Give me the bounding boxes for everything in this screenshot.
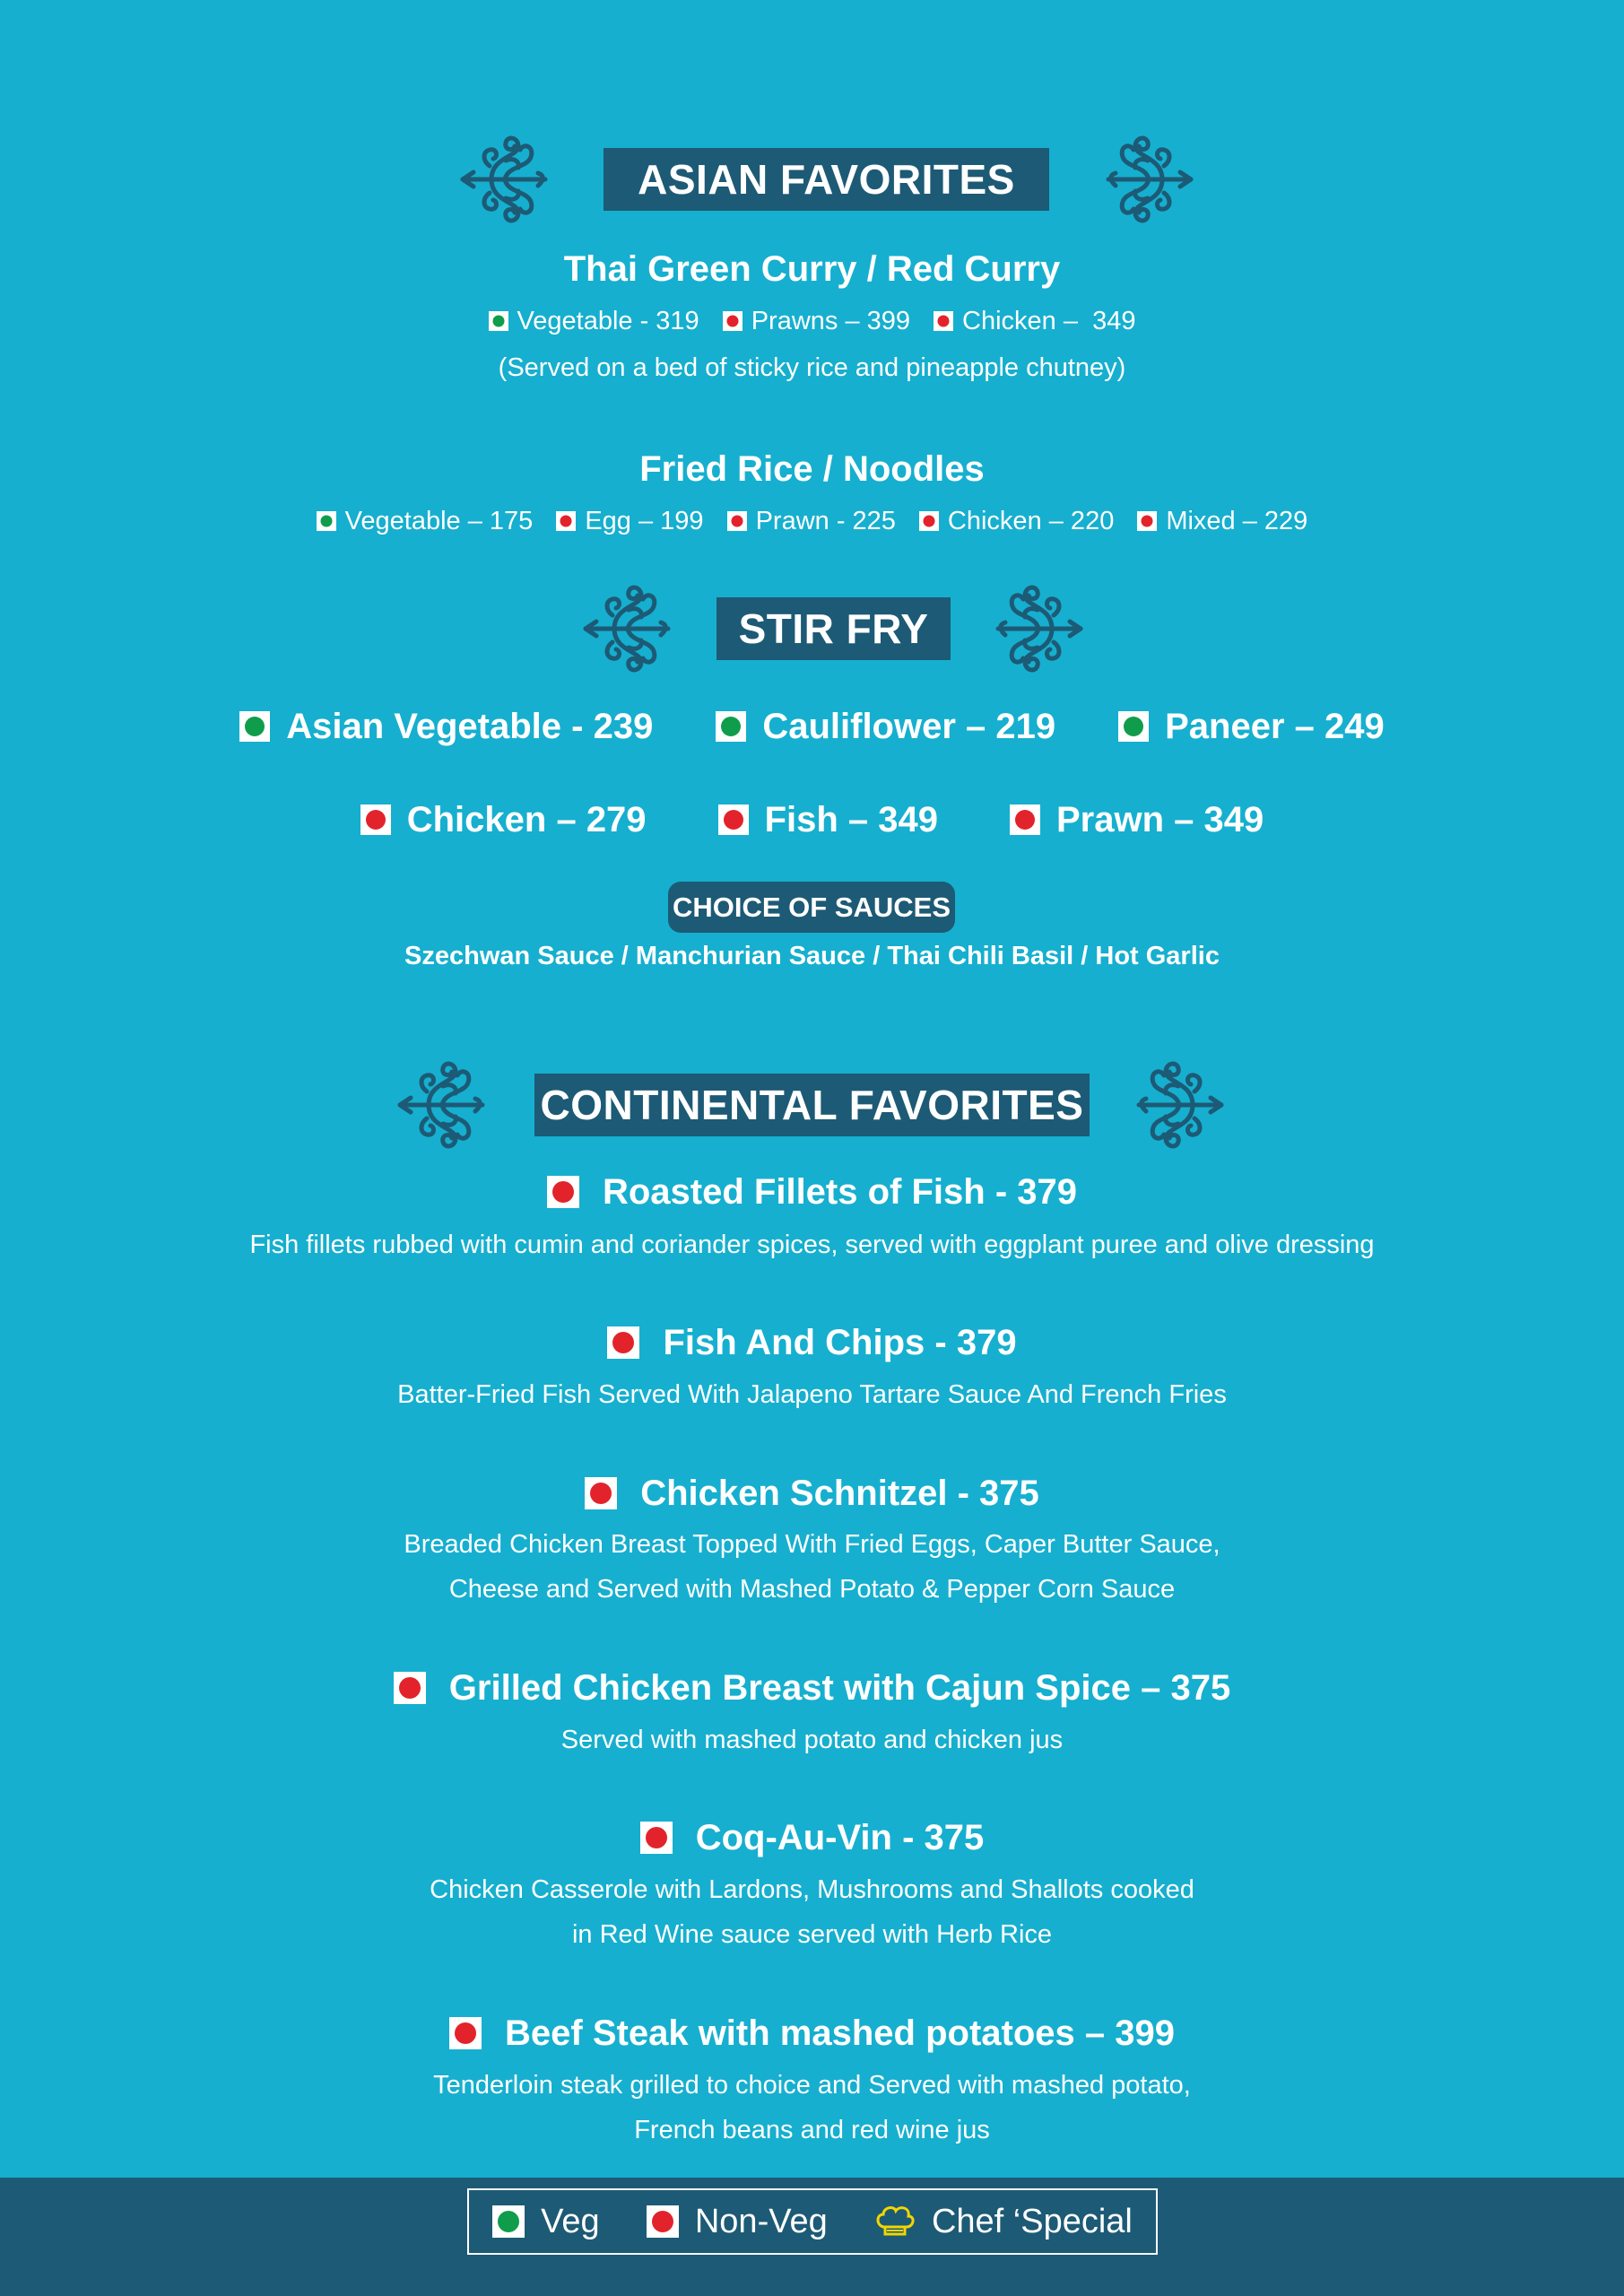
continental-item-desc: Breaded Chicken Breast Topped With Fried Eggs, Caper Butter Sauce,: [404, 1529, 1220, 1559]
section-title-stir-fry: STIR FRY: [716, 597, 951, 660]
stir-fry-item: Prawn – 349: [1010, 800, 1264, 840]
legend-nonveg: Non-Veg: [647, 2203, 828, 2241]
continental-item-desc: Fish fillets rubbed with cumin and coriander spices, served with eggplant puree and olive dressing: [249, 1230, 1375, 1259]
continental-item-desc: Tenderloin steak grilled to choice and Served with mashed potato,: [433, 2070, 1191, 2100]
stir-fry-nonveg-row: [0, 793, 1624, 847]
asian-favorites-header: [0, 130, 1624, 229]
sauce-list: Szechwan Sauce / Manchurian Sauce / Thai Chili Basil / Hot Garlic: [404, 941, 1220, 970]
continental-item-title: Beef Steak with mashed potatoes – 399: [0, 2007, 1624, 2059]
stir-fry-item: Chicken – 279: [360, 800, 647, 840]
veg-mark-icon: [239, 711, 270, 742]
veg-mark-icon: [716, 711, 746, 742]
stir-fry-item: Cauliflower – 219: [716, 707, 1055, 747]
option-rice-egg: Egg – 199: [556, 507, 703, 536]
continental-item-title: Fish And Chips - 379: [0, 1317, 1624, 1369]
stir-fry-item: Asian Vegetable - 239: [239, 707, 653, 747]
curry-options: [0, 303, 1624, 339]
section-title-continental: CONTINENTAL FAVORITES: [534, 1074, 1090, 1136]
continental-item-desc: Cheese and Served with Mashed Potato & Pepper Corn Sauce: [448, 1574, 1176, 1604]
continental-item-desc: Served with mashed potato and chicken jus: [560, 1725, 1064, 1754]
nonveg-mark-icon: [556, 511, 576, 531]
continental-favorites-header: [0, 1056, 1624, 1154]
continental-item-title: Grilled Chicken Breast with Cajun Spice – 375: [0, 1662, 1624, 1714]
veg-mark-icon: [1118, 711, 1149, 742]
nonveg-mark-icon: [1137, 511, 1157, 531]
scroll-ornament-left-icon: [578, 579, 675, 678]
rice-options: [0, 503, 1624, 539]
continental-item-title: Coq-Au-Vin - 375: [0, 1812, 1624, 1864]
scroll-ornament-left-icon: [456, 130, 552, 229]
stir-fry-header: [0, 579, 1624, 678]
legend-veg: Veg: [492, 2203, 600, 2241]
nonveg-mark-icon: [547, 1176, 579, 1208]
nonveg-mark-icon: [360, 804, 391, 835]
continental-item-desc: French beans and red wine jus: [634, 2115, 990, 2144]
nonveg-mark-icon: [640, 1822, 673, 1854]
chef-hat-icon: [874, 2204, 916, 2239]
nonveg-mark-icon: [919, 511, 939, 531]
option-curry-veg: Vegetable - 319: [489, 307, 699, 336]
nonveg-mark-icon: [647, 2205, 679, 2238]
curry-note: (Served on a bed of sticky rice and pineapple chutney): [498, 352, 1126, 382]
nonveg-mark-icon: [934, 311, 953, 331]
scroll-ornament-left-icon: [393, 1056, 490, 1154]
veg-mark-icon: [317, 511, 336, 531]
nonveg-mark-icon: [723, 311, 743, 331]
option-rice-mixed: Mixed – 229: [1137, 507, 1307, 536]
option-curry-chicken: Chicken – 349: [934, 307, 1135, 336]
legend-footer: [0, 2178, 1624, 2296]
nonveg-mark-icon: [394, 1672, 426, 1704]
choice-of-sauces-label: CHOICE OF SAUCES: [668, 882, 955, 933]
nonveg-mark-icon: [718, 804, 749, 835]
continental-item-desc: Batter-Fried Fish Served With Jalapeno Tartare Sauce And French Fries: [397, 1379, 1227, 1409]
nonveg-mark-icon: [585, 1477, 617, 1509]
option-curry-prawns: Prawns – 399: [723, 307, 910, 336]
veg-mark-icon: [489, 311, 508, 331]
continental-item-title: Chicken Schnitzel - 375: [0, 1467, 1624, 1519]
legend-box: [467, 2188, 1158, 2255]
scroll-ornament-right-icon: [1101, 130, 1198, 229]
veg-mark-icon: [492, 2205, 525, 2238]
nonveg-mark-icon: [1010, 804, 1040, 835]
section-title-asian: ASIAN FAVORITES: [604, 148, 1049, 211]
item-title-fried-rice: Fried Rice / Noodles: [639, 448, 985, 489]
option-rice-veg: Vegetable – 175: [317, 507, 534, 536]
continental-item-desc: Chicken Casserole with Lardons, Mushrooms and Shallots cooked: [430, 1874, 1194, 1904]
option-rice-chicken: Chicken – 220: [919, 507, 1114, 536]
continental-item-desc: in Red Wine sauce served with Herb Rice: [571, 1919, 1053, 1949]
scroll-ornament-right-icon: [991, 579, 1088, 678]
nonveg-mark-icon: [607, 1326, 639, 1359]
item-title-thai-curry: Thai Green Curry / Red Curry: [563, 248, 1061, 289]
legend-chef-special: Chef ‘Special: [874, 2203, 1133, 2241]
nonveg-mark-icon: [449, 2017, 482, 2049]
option-rice-prawn: Prawn - 225: [727, 507, 896, 536]
nonveg-mark-icon: [727, 511, 747, 531]
continental-item-title: Roasted Fillets of Fish - 379: [0, 1166, 1624, 1218]
stir-fry-veg-row: [0, 700, 1624, 753]
stir-fry-item: Fish – 349: [718, 800, 938, 840]
scroll-ornament-right-icon: [1132, 1056, 1229, 1154]
stir-fry-item: Paneer – 249: [1118, 707, 1385, 747]
